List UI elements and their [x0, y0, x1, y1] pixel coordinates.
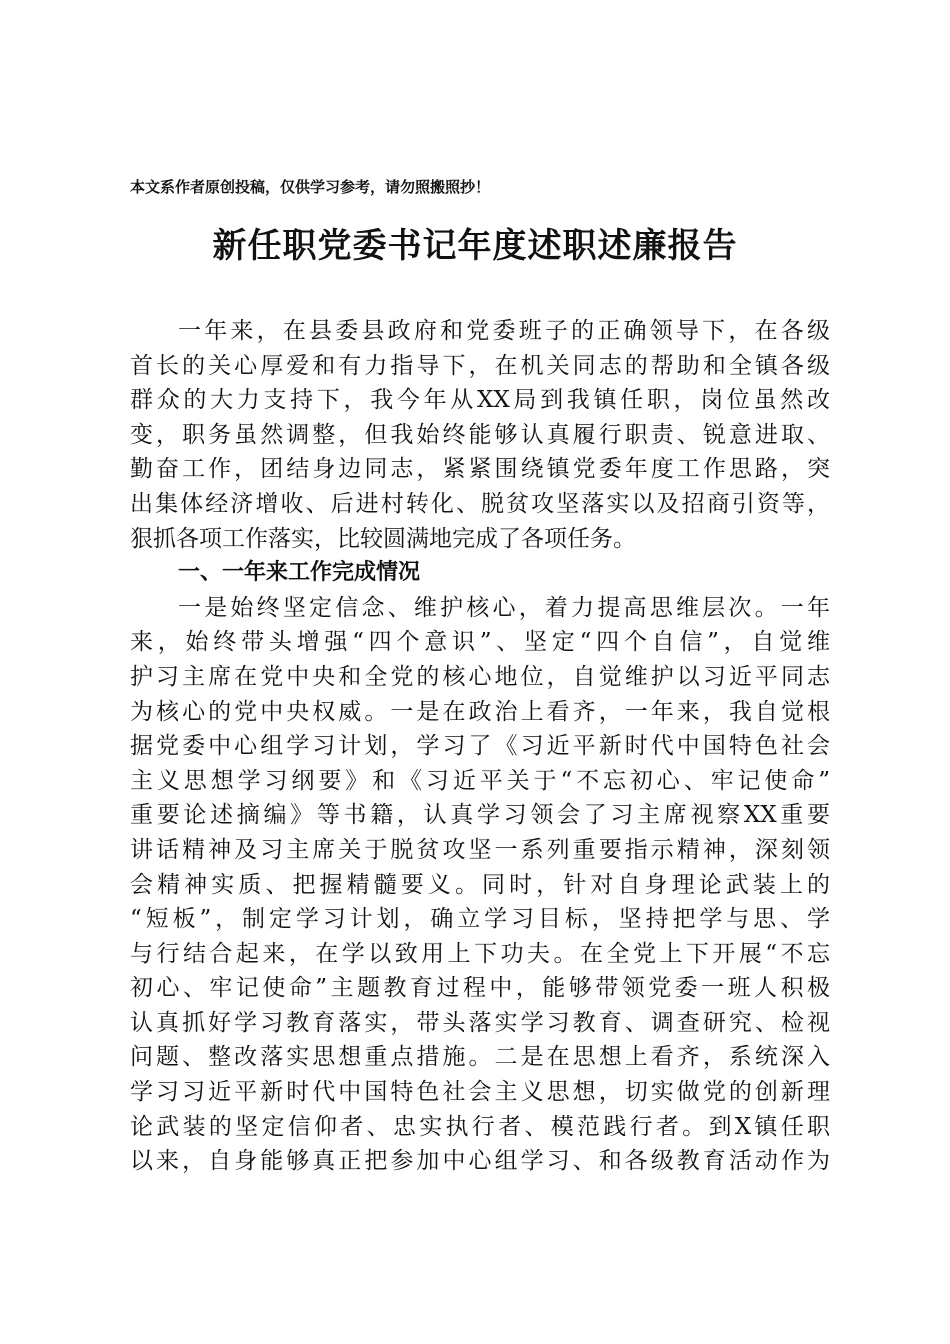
paragraph-line: 以来，自身能够真正把参加中心组学习、和各级教育活动作为: [130, 1148, 830, 1175]
document-body: [130, 314, 830, 1179]
paragraph-line: 变，职务虽然调整，但我始终能够认真履行职责、锐意进取、: [130, 421, 830, 448]
paragraph-line: 重要论述摘编》等书籍，认真学习领会了习主席视察XX重要: [130, 802, 830, 829]
paragraph-line: 勤奋工作，团结身边同志，紧紧围绕镇党委年度工作思路，突: [130, 456, 830, 483]
paragraph-line: 首长的关心厚爱和有力指导下，在机关同志的帮助和全镇各级: [130, 352, 830, 379]
paragraph-line: 主义思想学习纲要》和《习近平关于“不忘初心、牢记使命”: [130, 767, 830, 794]
paragraph-line: 为核心的党中央权威。一是在政治上看齐，一年来，我自觉根: [130, 698, 830, 725]
paragraph-line: 来，始终带头增强“四个意识”、坚定“四个自信”，自觉维: [130, 629, 830, 656]
paragraph-line: 一是始终坚定信念、维护核心，着力提高思维层次。一年: [178, 594, 830, 621]
paragraph-line: 群众的大力支持下，我今年从XX局到我镇任职，岗位虽然改: [130, 387, 830, 414]
section-heading: 一、一年来工作完成情况: [178, 560, 421, 586]
paragraph-line: 狠抓各项工作落实，比较圆满地完成了各项任务。: [130, 525, 636, 552]
paragraph-line: 据党委中心组学习计划，学习了《习近平新时代中国特色社会: [130, 733, 830, 760]
paragraph-line: 会精神实质、把握精髓要义。同时，针对自身理论武装上的: [130, 871, 830, 898]
paragraph-line: 初心、牢记使命”主题教育过程中，能够带领党委一班人积极: [130, 975, 830, 1002]
copyright-notice: 本文系作者原创投稿，仅供学习参考，请勿照搬照抄！: [130, 178, 491, 196]
paragraph-line: 出集体经济增收、后进村转化、脱贫攻坚落实以及招商引资等，: [130, 490, 830, 517]
paragraph-line: 论武装的坚定信仰者、忠实执行者、模范践行者。到X镇任职: [130, 1113, 830, 1140]
paragraph-line: 学习习近平新时代中国特色社会主义思想，切实做党的创新理: [130, 1079, 830, 1106]
paragraph-line: 认真抓好学习教育落实，带头落实学习教育、调查研究、检视: [130, 1009, 830, 1036]
paragraph-line: 讲话精神及习主席关于脱贫攻坚一系列重要指示精神，深刻领: [130, 836, 830, 863]
paragraph-line: “短板”，制定学习计划，确立学习目标，坚持把学与思、学: [130, 906, 830, 933]
paragraph-line: 一年来，在县委县政府和党委班子的正确领导下，在各级: [178, 318, 830, 344]
document-title: 新任职党委书记年度述职述廉报告: [212, 226, 738, 266]
paragraph-line: 与行结合起来，在学以致用上下功夫。在全党上下开展“不忘: [130, 940, 830, 967]
paragraph-line: 护习主席在党中央和全党的核心地位，自觉维护以习近平同志: [130, 663, 830, 690]
paragraph-line: 问题、整改落实思想重点措施。二是在思想上看齐，系统深入: [130, 1044, 830, 1071]
